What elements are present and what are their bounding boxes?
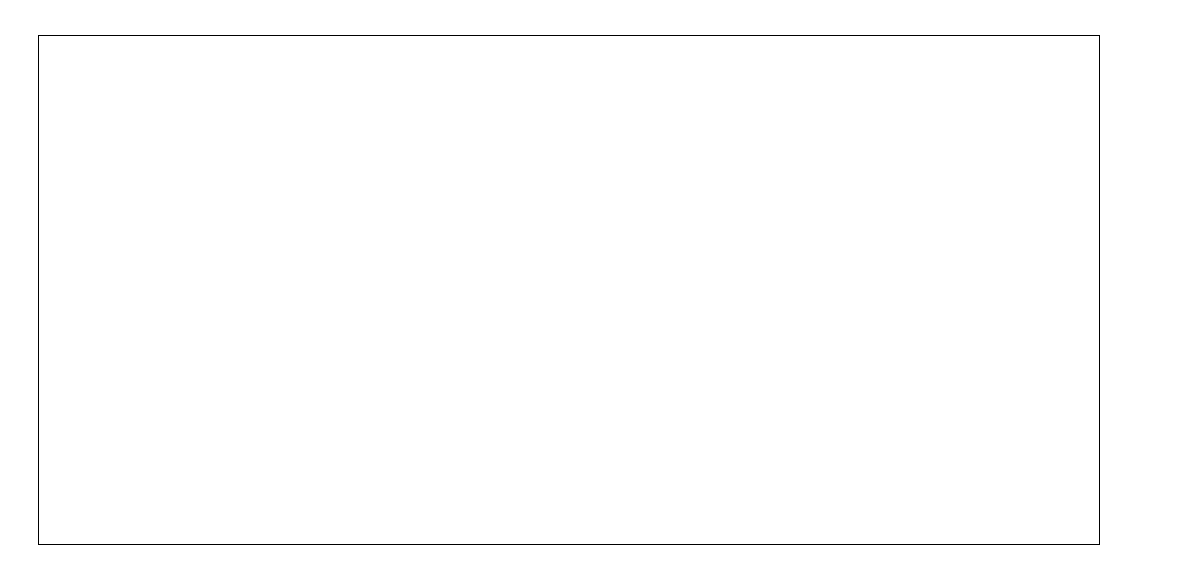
x-axis-labels xyxy=(38,549,1100,569)
color-scale-bar xyxy=(1108,35,1148,545)
heatmap-grid xyxy=(38,35,1100,545)
y-axis-labels xyxy=(0,35,32,545)
